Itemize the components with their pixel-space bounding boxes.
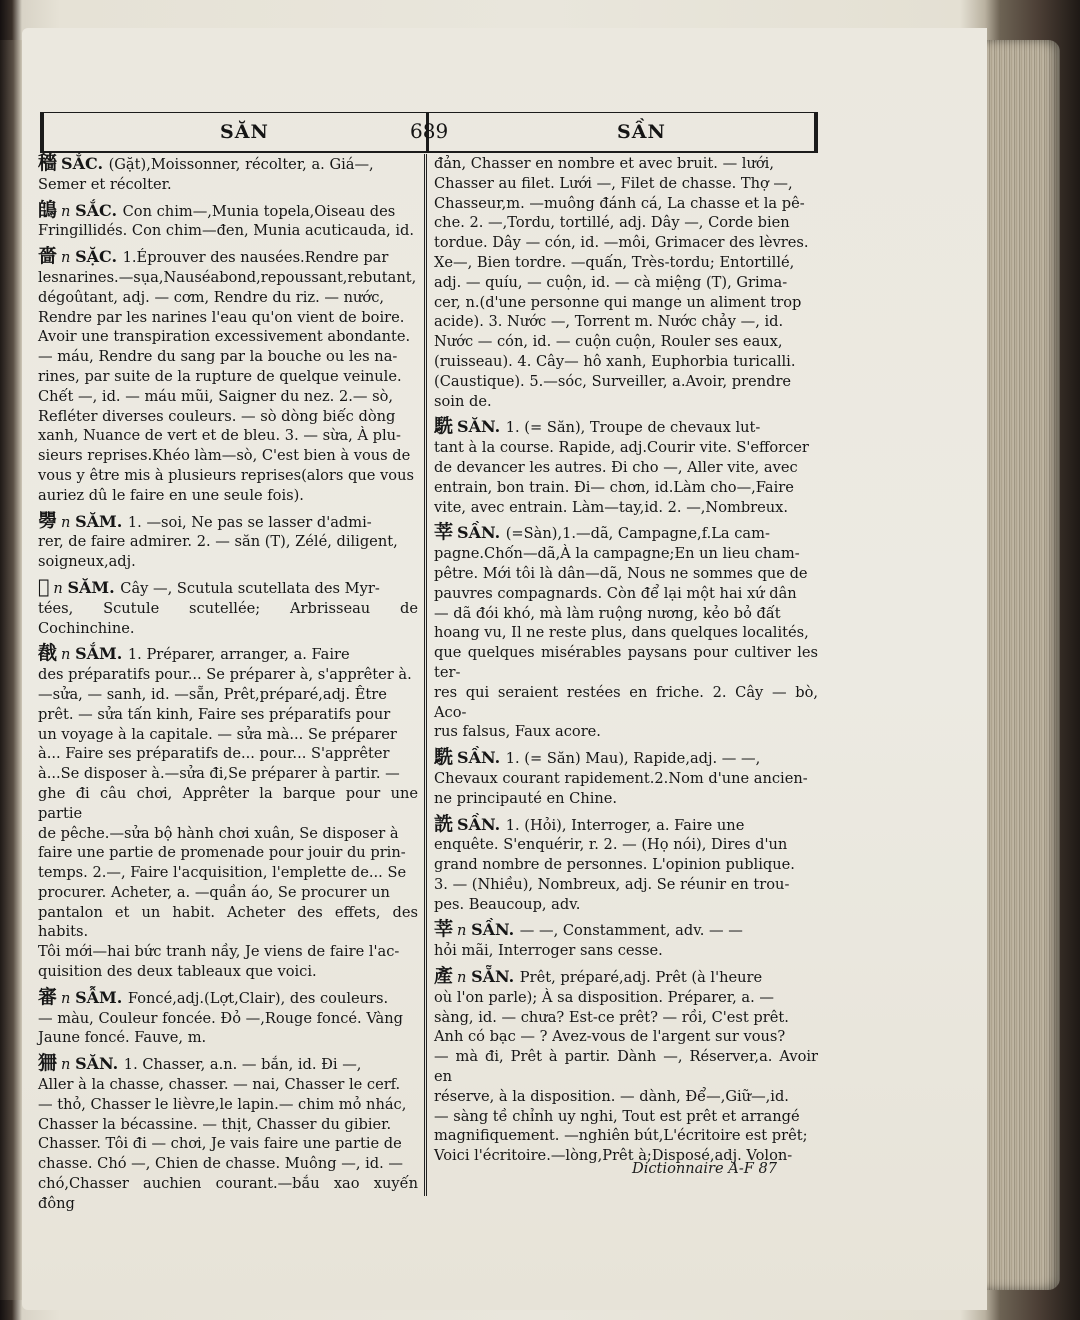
entry-line xyxy=(434,855,818,875)
entry-line xyxy=(38,784,418,824)
part-of-speech: n xyxy=(61,646,76,664)
entry-line xyxy=(38,725,418,745)
entry-text: acide). 3. Nước —, Torrent m. Nước chảy —, id. xyxy=(434,313,784,331)
entry-text: pagne.Chốn—dã,À la campagne;En un lieu cham- xyxy=(434,545,800,563)
entry-text: que quelques misérables paysans pour cultiver les ter- xyxy=(434,644,818,681)
entry-line xyxy=(434,523,818,544)
header-left-headword: SĂN xyxy=(220,121,269,143)
entry-text: Aller à la chasse, chasser. — nai, Chasser le cerf. xyxy=(38,1076,401,1094)
dictionary-entry xyxy=(434,523,818,742)
chinese-character: 狦 xyxy=(38,1052,58,1075)
part-of-speech: n xyxy=(457,969,472,987)
entry-text: rines, par suite de la rupture de quelque veinule. xyxy=(38,367,402,385)
entry-line xyxy=(434,722,818,742)
entry-line xyxy=(434,417,818,438)
entry-text: pêtre. Mới tôi là dân—dã, Nous ne sommes que de xyxy=(434,564,808,582)
left-page-edge xyxy=(0,40,22,1300)
entry-text: chasse. Chó —, Chien de chasse. Muông —, id. — xyxy=(38,1155,403,1173)
chinese-character: 㦼 xyxy=(38,642,58,665)
entry-line xyxy=(434,1027,818,1047)
right-column xyxy=(434,154,818,1172)
entry-line xyxy=(434,1126,818,1146)
entry-line xyxy=(38,387,418,407)
entry-text: dégoûtant, adj. — cơm, Rendre du riz. — nước, xyxy=(38,288,385,306)
headword: SĂN. xyxy=(457,417,506,437)
entry-text: où l'on parle); À sa disposition. Préparer, a. — xyxy=(434,988,774,1006)
entry-text: Rendre par les narines l'eau qu'on vient de boire. xyxy=(38,308,405,326)
chinese-character: 穡 xyxy=(38,152,58,174)
entry-text: Fringillidés. Con chim—đen, Munia acuticauda, id. xyxy=(38,222,415,240)
dictionary-entry xyxy=(38,1054,418,1213)
page-footer: Dictionnaire A-F 87 xyxy=(632,1160,778,1177)
entry-text: réserve, à la disposition. — dành, Để—,Giữ—,id. xyxy=(434,1087,789,1105)
entry-line xyxy=(38,175,418,195)
entry-text: Anh có bạc — ? Avez-vous de l'argent sur vous? xyxy=(434,1028,786,1046)
entry-text: procurer. Acheter, a. —quần áo, Se procurer un xyxy=(38,883,390,901)
part-of-speech: n xyxy=(53,579,68,597)
entry-line xyxy=(434,458,818,478)
entry-text: hỏi mãi, Interroger sans cesse. xyxy=(434,942,663,960)
entry-text: (Gặt),Moissonner, récolter, a. Giá—, xyxy=(108,156,374,173)
entry-line xyxy=(38,985,418,1009)
entry-line xyxy=(434,623,818,643)
entry-text: à... Faire ses préparatifs de... pour... S'apprêter xyxy=(38,745,390,763)
entry-line xyxy=(38,599,418,639)
entry-line xyxy=(434,584,818,604)
headword: SẴN. xyxy=(471,967,520,987)
entry-text: 3. — (Nhiều), Nombreux, adj. Se réunir en trou- xyxy=(434,875,790,893)
chinese-character: 莘 xyxy=(434,918,454,941)
entry-text: enquête. S'enquérir, r. 2. — (Họ nói), Dires d'un xyxy=(434,836,788,854)
entry-text: Chasser la bécassine. — thịt, Chasser du gibier. xyxy=(38,1115,392,1133)
entry-line xyxy=(434,352,818,372)
entry-line xyxy=(38,446,418,466)
entry-line xyxy=(434,769,818,789)
entry-line xyxy=(38,843,418,863)
entry-text: Chasser. Tôi đi — chơi, Je vais faire une partie de xyxy=(38,1135,402,1153)
part-of-speech: n xyxy=(61,1056,76,1074)
entry-line xyxy=(434,253,818,273)
entry-line xyxy=(38,644,418,665)
entry-text: Semer et récolter. xyxy=(38,175,172,193)
dictionary-entry xyxy=(38,154,418,195)
chinese-character: 𥌂 xyxy=(38,509,58,532)
entry-line xyxy=(38,903,418,943)
chinese-character: 駪 xyxy=(434,415,454,438)
entry-text: 1.Éprouver des nausées.Rendre par xyxy=(122,249,389,267)
headword: SẮC. xyxy=(61,154,109,173)
entry-line xyxy=(38,744,418,764)
entry-text: Voici l'écritoire.—lòng,Prêt à;Disposé,adj. Volon- xyxy=(434,1147,793,1165)
dictionary-entry xyxy=(434,812,818,915)
entry-text: tant à la course. Rapide, adj.Courir vite. S'efforcer xyxy=(434,439,809,457)
column-divider xyxy=(424,154,427,1196)
entry-line xyxy=(38,764,418,784)
entry-text: — màu, Couleur foncée. Đỏ —,Rouge foncé. Vàng xyxy=(38,1009,403,1027)
entry-text: 1. (= Săn) Mau), Rapide,adj. — —, xyxy=(505,750,761,768)
chinese-character: 鴭 xyxy=(38,198,58,221)
entry-text: Chevaux courant rapidement.2.Nom d'une ancien- xyxy=(434,769,808,787)
entry-text: — máu, Rendre du sang par la bouche ou les na- xyxy=(38,348,398,366)
entry-line xyxy=(434,683,818,723)
page-number: 689 xyxy=(410,119,449,143)
entry-line xyxy=(434,233,818,253)
entry-line xyxy=(434,372,818,392)
entry-line xyxy=(434,498,818,518)
entry-line xyxy=(434,895,818,915)
entry-text: Chasseur,m. —muông đánh cá, La chasse et la pê- xyxy=(434,194,805,212)
entry-line xyxy=(434,332,818,352)
dictionary-entry xyxy=(38,247,418,505)
entry-line xyxy=(38,288,418,308)
entry-text: auriez dû le faire en une seule fois). xyxy=(38,486,304,504)
entry-line xyxy=(434,1008,818,1028)
entry-line xyxy=(38,347,418,367)
entry-line xyxy=(38,247,418,268)
entry-text: grand nombre de personnes. L'opinion publique. xyxy=(434,856,795,874)
entry-line xyxy=(38,1095,418,1115)
entry-line xyxy=(38,1134,418,1154)
headword: SẦN. xyxy=(457,748,506,768)
dictionary-entry xyxy=(38,198,418,242)
entry-line xyxy=(38,685,418,705)
entry-line xyxy=(38,942,418,962)
entry-line xyxy=(434,174,818,194)
entry-text: tordue. Dây — cón, id. —môi, Grimacer des lèvres. xyxy=(434,234,809,252)
entry-text: à...Se disposer à.—sửa đi,Se préparer à partir. — xyxy=(38,765,400,783)
entry-line xyxy=(38,268,418,288)
entry-line xyxy=(434,154,818,174)
entry-text: quisition des deux tableaux que voici. xyxy=(38,963,317,981)
entry-text: lesnarines.—sụa,Nauséabond,repoussant,rebutant, xyxy=(38,268,417,286)
entry-text: — —, Constamment, adv. — — xyxy=(519,922,743,940)
entry-text: adj. — quíu, — cuộn, id. — cà miệng (T), Grima- xyxy=(434,273,788,291)
entry-text: res qui seraient restées en friche. 2. Cây — bò, Aco- xyxy=(434,683,818,721)
entry-text: Jaune foncé. Fauve, m. xyxy=(38,1029,207,1047)
headword: SĂM. xyxy=(75,511,128,531)
entry-line xyxy=(38,705,418,725)
entry-text: vite, avec entrain. Làm—tay,id. 2. —,Nombreux. xyxy=(434,498,789,516)
entry-text: xanh, Nuance de vert et de bleu. 3. — sừa, À plu- xyxy=(38,427,401,445)
entry-line xyxy=(38,552,418,572)
headword: SẪM. xyxy=(75,987,128,1007)
entry-line xyxy=(434,293,818,313)
entry-line xyxy=(38,532,418,552)
entry-text: 1. Préparer, arranger, a. Faire xyxy=(127,646,350,664)
headword: SẦN. xyxy=(457,814,506,834)
entry-line xyxy=(38,1174,418,1214)
entry-line xyxy=(38,962,418,982)
entry-line xyxy=(38,1075,418,1095)
entry-line xyxy=(38,883,418,903)
entry-text: Cây —, Scutula scutellata des Myr- xyxy=(120,579,380,597)
entry-line xyxy=(38,1154,418,1174)
headword: SĂN. xyxy=(75,1054,124,1074)
entry-line xyxy=(38,665,418,685)
dictionary-entry xyxy=(38,509,418,572)
entry-line xyxy=(434,564,818,584)
part-of-speech: n xyxy=(61,249,76,267)
entry-text: Foncé,adj.(Lợt,Clair), des couleurs. xyxy=(127,989,389,1007)
entry-text: (Caustique). 5.—sóc, Surveiller, a.Avoir, prendre xyxy=(434,372,792,390)
entry-text: faire une partie de promenade pour jouir du prin- xyxy=(38,844,406,862)
entry-text: de pêche.—sửa bộ hành chơi xuân, Se disposer à xyxy=(38,824,399,842)
entry-line xyxy=(38,1115,418,1135)
headword: SẮM. xyxy=(75,644,128,664)
entry-text: đản, Chasser en nombre et avec bruit. — lưới, xyxy=(434,155,774,172)
headword: SẦN. xyxy=(457,523,506,543)
entry-line xyxy=(434,604,818,624)
entry-text: rus falsus, Faux acore. xyxy=(434,723,601,741)
chinese-character: 𣘃 xyxy=(38,575,50,598)
entry-text: Refléter diverses couleurs. — sò dòng biếc dòng xyxy=(38,407,396,425)
entry-line xyxy=(434,273,818,293)
entry-line xyxy=(38,575,418,599)
entry-text: Con chim—,Munia topela,Oiseau des xyxy=(122,202,396,220)
entry-line xyxy=(434,312,818,332)
chinese-character: 產 xyxy=(434,965,454,988)
entry-line xyxy=(434,875,818,895)
entry-line xyxy=(434,967,818,988)
entry-line xyxy=(38,509,418,533)
entry-text: prêt. — sửa tấn kinh, Faire ses préparatifs pour xyxy=(38,705,391,723)
dictionary-entry xyxy=(434,748,818,808)
entry-text: 1. —soi, Ne pas se lasser d'admi- xyxy=(127,513,372,531)
entry-line xyxy=(434,438,818,458)
entry-text: entrain, bon train. Đi— chơn, id.Làm cho—,Faire xyxy=(434,478,794,496)
dictionary-entry xyxy=(38,644,418,982)
entry-line xyxy=(434,1087,818,1107)
entry-text: 1. (Hỏi), Interroger, a. Faire une xyxy=(505,816,745,834)
entry-text: cer, n.(d'une personne qui mange un aliment trop xyxy=(434,293,802,311)
entry-line xyxy=(434,1107,818,1127)
chinese-character: 審 xyxy=(38,985,58,1008)
entry-line xyxy=(434,194,818,214)
left-column xyxy=(38,154,418,1220)
entry-text: Avoir une transpiration excessivement abondante. xyxy=(38,328,411,346)
entry-text: magnifiquement. —nghiên bút,L'écritoire est prêt; xyxy=(434,1127,808,1145)
entry-text: des préparatifs pour... Se préparer à, s'apprêter à. xyxy=(38,666,412,684)
headword: SẶC. xyxy=(75,247,123,267)
entry-line xyxy=(38,863,418,883)
entry-text: — mà đi, Prêt à partir. Dành —, Réserver,a. Avoir en xyxy=(434,1048,818,1086)
part-of-speech: n xyxy=(61,989,76,1007)
entry-line xyxy=(434,478,818,498)
entry-text: vous y être mis à plusieurs reprises(alors que vous xyxy=(38,466,414,484)
entry-text: de devancer les autres. Đi cho —, Aller vite, avec xyxy=(434,458,798,476)
entry-text: un voyage à la capitale. — sửa mà... Se préparer xyxy=(38,725,397,743)
entry-text: chó,Chasser auchien courant.—bắu xao xuyến đông xyxy=(38,1175,418,1212)
entry-text: (ruisseau). 4. Cây— hô xanh, Euphorbia turicalli. xyxy=(434,352,796,370)
entry-text: Chết —, id. — máu mũi, Saigner du nez. 2.— sò, xyxy=(38,387,394,405)
entry-line xyxy=(38,198,418,222)
headword: SẦN. xyxy=(471,920,520,940)
entry-text: Chasser au filet. Lưới —, Filet de chasse. Thợ —, xyxy=(434,174,793,192)
entry-line xyxy=(38,824,418,844)
entry-text: soin de. xyxy=(434,392,492,410)
chinese-character: 詵 xyxy=(434,812,454,835)
headword: SẮC. xyxy=(75,200,123,220)
entry-line xyxy=(38,308,418,328)
entry-text: che. 2. —,Tordu, tortillé, adj. Dây —, Corde bien xyxy=(434,214,790,232)
entry-line xyxy=(434,1047,818,1087)
entry-line xyxy=(434,920,818,941)
entry-text: sàng, id. — chưa? Est-ce prêt? — rồi, C'est prêt. xyxy=(434,1008,789,1026)
entry-line xyxy=(38,221,418,241)
entry-line xyxy=(434,941,818,961)
dictionary-entry xyxy=(38,575,418,638)
entry-text: sieurs reprises.Khéo làm—sò, C'est bien à vous de xyxy=(38,447,411,465)
entry-text: —sửa, — sanh, id. —sẵn, Prêt,préparé,adj. Être xyxy=(38,685,387,703)
entry-line xyxy=(434,392,818,412)
entry-text: (=Sàn),1.—dã, Campagne,f.La cam- xyxy=(505,525,770,543)
running-header xyxy=(40,112,818,153)
entry-text: — dã đói khó, mà làm ruộng nương, kẻo bỏ đất xyxy=(434,604,781,622)
chinese-character: 嗇 xyxy=(38,245,58,268)
entry-text: Prêt, préparé,adj. Prêt (à l'heure xyxy=(519,969,763,987)
entry-text: pantalon et un habit. Acheter des effets, des habits. xyxy=(38,903,418,941)
entry-line xyxy=(434,213,818,233)
entry-text: 1. Chasser, a.n. — bắn, id. Đi —, xyxy=(123,1056,362,1074)
entry-line xyxy=(38,327,418,347)
entry-line xyxy=(38,154,418,175)
dictionary-entry xyxy=(434,920,818,961)
entry-text: ne principauté en Chine. xyxy=(434,789,618,807)
entry-text: pauvres compagnards. Còn để lại một hai xứ dân xyxy=(434,584,797,602)
dictionary-entry xyxy=(434,967,818,1166)
entry-line xyxy=(38,1028,418,1048)
entry-line xyxy=(434,643,818,683)
page-stack-edge xyxy=(985,40,1060,1290)
entry-line xyxy=(434,748,818,769)
dictionary-entry xyxy=(434,154,818,411)
entry-text: rer, de faire admirer. 2. — săn (T), Zélé, diligent, xyxy=(38,533,398,551)
chinese-character: 駪 xyxy=(434,746,454,769)
dictionary-entry xyxy=(38,985,418,1048)
entry-line xyxy=(38,466,418,486)
headword: SĂM. xyxy=(67,577,121,597)
entry-line xyxy=(434,988,818,1008)
entry-text: hoang vu, Il ne reste plus, dans quelques localités, xyxy=(434,624,809,642)
entry-text: Nước — cón, id. — cuộn cuộn, Rouler ses eaux, xyxy=(434,333,783,351)
part-of-speech: n xyxy=(61,202,76,220)
entry-line xyxy=(434,812,818,836)
dictionary-entry xyxy=(434,417,818,517)
entry-text: tées, Scutule scutellée; Arbrisseau de Cochinchine. xyxy=(38,599,418,637)
entry-line xyxy=(434,835,818,855)
entry-text: 1. (= Săn), Troupe de chevaux lut- xyxy=(505,419,761,437)
entry-line xyxy=(38,426,418,446)
part-of-speech: n xyxy=(457,922,472,940)
part-of-speech: n xyxy=(61,513,76,531)
entry-text: — thỏ, Chasser le lièvre,le lapin.— chim mỏ nhác, xyxy=(38,1095,407,1113)
entry-text: ghe đi câu chơi, Apprêter la barque pour une partie xyxy=(38,784,418,822)
entry-text: — sàng tề chỉnh uy nghi, Tout est prêt et arrangé xyxy=(434,1107,800,1125)
entry-text: temps. 2.—, Faire l'acquisition, l'emplette de... Se xyxy=(38,864,407,882)
entry-line xyxy=(38,1054,418,1075)
entry-text: Tôi mới—hai bức tranh nầy, Je viens de faire l'ac- xyxy=(38,943,400,961)
entry-text: Xe—, Bien tordre. —quấn, Très-tordu; Entortillé, xyxy=(434,253,795,271)
entry-line xyxy=(434,544,818,564)
chinese-character: 莘 xyxy=(434,521,454,544)
header-right-headword: SẦN xyxy=(617,121,666,143)
entry-text: pes. Beaucoup, adv. xyxy=(434,895,581,913)
entry-line xyxy=(38,486,418,506)
entry-line xyxy=(38,1009,418,1029)
entry-line xyxy=(38,407,418,427)
entry-text: soigneux,adj. xyxy=(38,553,136,571)
entry-line xyxy=(434,789,818,809)
entry-line xyxy=(38,367,418,387)
